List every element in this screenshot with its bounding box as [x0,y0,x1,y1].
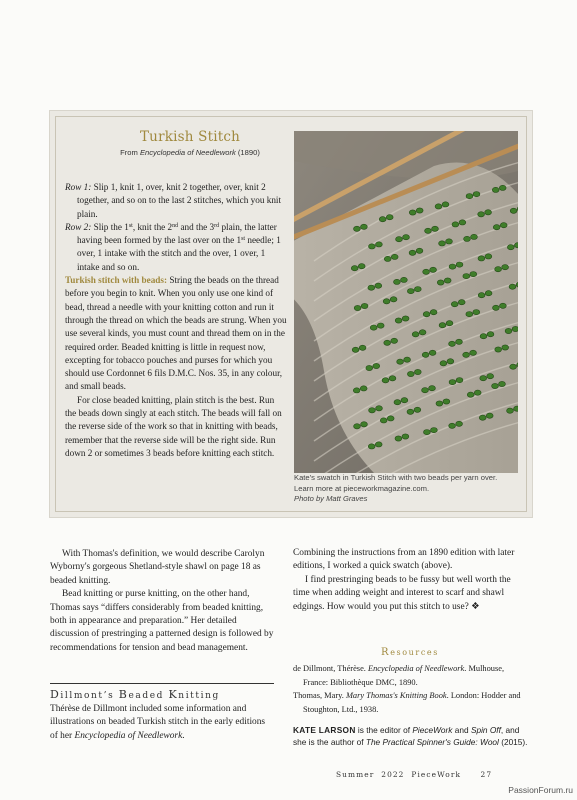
glass-bead [487,332,494,337]
glass-bead [425,228,432,233]
glass-bead [414,287,421,292]
glass-bead [478,293,485,298]
glass-bead [407,289,414,294]
glass-bead [368,444,375,449]
glass-bead [380,418,387,423]
glass-bead [422,352,429,357]
glass-bead [473,310,480,315]
glass-bead [474,390,481,395]
glass-bead [514,243,518,248]
page-number: 27 [480,770,493,779]
glass-bead [456,262,463,267]
glass-bead [470,272,477,277]
glass-bead [473,192,480,197]
glass-bead [375,283,382,288]
glass-bead [502,345,509,350]
sidebar-title: Turkish Stitch [139,129,241,145]
glass-bead [471,234,478,239]
footer-year: 2022 [381,770,405,779]
glass-bead [514,406,518,411]
glass-bead [495,267,502,272]
glass-bead [500,303,507,308]
box-heading: Dillmont’s Beaded Knitting [50,688,220,701]
glass-bead [499,185,506,190]
glass-bead [397,359,404,364]
glass-bead [369,244,376,249]
glass-bead [470,350,477,355]
glass-bead [422,388,429,393]
glass-bead [352,347,359,352]
glass-bead [401,398,408,403]
glass-bead [493,305,500,310]
glass-bead [446,321,453,326]
author-bio: KATE LARSON is the editor of PieceWork and Spin Off, and she is the author of The Practical Spinner's Guide: Wool (2015). [293,725,528,747]
glass-bead [463,274,470,279]
glass-bead [423,312,430,317]
glass-bead [402,434,409,439]
glass-bead [414,369,421,374]
glass-bead [404,357,411,362]
glass-bead [366,365,373,370]
glass-bead [403,235,410,240]
paragraph: Combining the instructions from an 1890 edition with later editions, I worked a quick swatch (above). [293,548,515,572]
glass-bead [382,378,389,383]
photo-caption: Kate's swatch in Turkish Stitch with two beads per yarn over. Learn more at pieceworkmagazine.com. Photo by Matt Graves [294,473,520,505]
glass-bead [354,424,361,429]
glass-bead [486,413,493,418]
glass-bead [358,264,365,269]
sidebar-panel [49,110,533,518]
sidebar-source: From Encyclopedia of Needlework (1890) [120,148,260,157]
glass-bead [456,421,463,426]
glass-bead [480,334,487,339]
glass-bead [386,215,393,220]
glass-bead [376,406,383,411]
glass-bead [478,256,485,261]
glass-bead [466,312,473,317]
glass-bead [429,350,436,355]
glass-bead [487,374,494,379]
beaded-swatch-illustration [294,131,518,473]
paragraph: I find prestringing beads to be fussy but well worth the time when adding weight and interest to scarf and shawl edgings. How would you put this stitch to use? ❖ [293,574,511,612]
glass-bead [464,236,471,241]
glass-bead [479,415,486,420]
end-mark-icon: ❖ [471,601,480,612]
glass-bead [431,428,438,433]
glass-bead [353,388,360,393]
glass-bead [389,376,396,381]
glass-bead [480,376,487,381]
glass-bead [505,328,512,333]
footer-season: Summer [336,770,375,779]
glass-bead [401,277,408,282]
glass-bead [416,248,423,253]
glass-bead [370,325,377,330]
glass-bead [390,297,397,302]
glass-bead [407,371,414,376]
glass-bead [409,210,416,215]
glass-bead [509,284,516,289]
beads-paragraph: Turkish stitch with beads: String the beads on the thread before you begin to knit. When you only use one kind of bead, thread a needle with your knitting cotton and run it through the thread on which the beads are strung. When you use several kinds, you must count and thread them on in the required order. Beaded knitting is little in request now, excepting for tobacco pouches and purses for which you should use Cordonnet 6 fils D.M.C. Nos. 35, in any colour, and small beads. [65,275,287,392]
glass-bead [361,303,368,308]
glass-bead [402,316,409,321]
glass-bead [429,386,436,391]
glass-bead [432,226,439,231]
glass-bead [467,392,474,397]
glass-bead [449,380,456,385]
glass-bead [440,361,447,366]
glass-bead [485,254,492,259]
glass-bead [507,408,514,413]
glass-bead [507,245,514,250]
paragraph: Bead knitting or purse knitting, on the other hand, Thomas says “differs considerably from beaded knitting, both in appearance and preparation.” Her detailed discussion of prestringing a patterned design is followed by recommendations for tension and bead management. [50,589,274,653]
glass-bead [516,282,518,287]
glass-bead [446,239,453,244]
glass-bead [499,381,506,386]
glass-bead [449,423,456,428]
glass-bead [359,345,366,350]
glass-bead [409,250,416,255]
glass-bead [492,187,499,192]
glass-bead [500,223,507,228]
glass-bead [387,416,394,421]
watermark: PassionForum.ru [508,785,573,795]
body-left-column [50,548,276,655]
glass-bead [443,399,450,404]
glass-bead [439,241,446,246]
glass-bead [510,208,517,213]
row-2-instruction: Row 2: Slip the 1st, knit the 2nd and the 3rd plain, the latter having been formed by the last over on the 1st needle; 1 over, 1 intake with the stitch and the over, 1 over, 1 intake and so on. [65,221,281,272]
glass-bead [394,279,401,284]
glass-bead [437,280,444,285]
glass-bead [510,364,517,369]
glass-bead [414,407,421,412]
glass-bead [407,409,414,414]
glass-bead [458,300,465,305]
glass-bead [442,202,449,207]
glass-bead [424,430,431,435]
glass-bead [444,278,451,283]
box-text: Thérèse de Dillmont included some information and illustrations on beaded Turkish stitch in the early editions of her Encyclopedia of Needlework. [50,704,266,741]
glass-bead [478,212,485,217]
glass-bead [361,422,368,427]
glass-bead [452,222,459,227]
photo-credit: Photo by Matt Graves [294,494,368,504]
glass-bead [354,226,361,231]
glass-bead [361,224,368,229]
resources-list [293,662,527,716]
glass-bead [384,340,391,345]
glass-bead [485,210,492,215]
glass-bead [430,310,437,315]
glass-bead [439,323,446,328]
glass-bead [391,338,398,343]
glass-bead [493,225,500,230]
glass-bead [435,204,442,209]
glass-bead [449,341,456,346]
glass-bead [383,299,390,304]
glass-bead [394,400,401,405]
glass-bead [396,237,403,242]
glass-bead [449,264,456,269]
glass-bead [459,220,466,225]
glass-bead [360,386,367,391]
page-footer [336,770,536,779]
glass-bead [379,217,386,222]
glass-bead [416,208,423,213]
glass-bead [395,318,402,323]
glass-bead [495,347,502,352]
glass-bead [430,267,437,272]
row-1-instruction: Row 1: Slip 1, knit 1, over, knit 2 together, over, knit 2 together, and so on to the last 2 stitches, which you knit plain. [65,182,282,219]
glass-bead [463,352,470,357]
footer-magazine: PieceWork [411,770,462,779]
paragraph: With Thomas's definition, we would describe Carolyn Wyborny's gorgeous Shetland-style shawl on page 18 as beaded knitting. [50,549,265,586]
glass-bead [384,256,391,261]
glass-bead [485,291,492,296]
glass-bead [423,269,430,274]
glass-bead [456,339,463,344]
sidebar-body [65,181,287,460]
glass-bead [492,383,499,388]
glass-bead [512,326,518,331]
glass-bead [412,332,419,337]
glass-bead [369,408,376,413]
glass-bead [376,242,383,247]
glass-bead [377,323,384,328]
divider [50,683,274,684]
swatch-photo [294,131,518,473]
glass-bead [466,194,473,199]
glass-bead [451,302,458,307]
glass-bead [368,285,375,290]
resources-heading: Resources [381,647,439,658]
glass-bead [419,330,426,335]
glass-bead [391,254,398,259]
glass-bead [375,442,382,447]
glass-bead [351,266,358,271]
glass-bead [354,305,361,310]
glass-bead [447,359,454,364]
glass-bead [436,401,443,406]
resource-item: Thomas, Mary. Mary Thomas's Knitting Book. London: Hodder and Stoughton, Ltd., 1938. [293,691,521,714]
glass-bead [502,265,509,270]
glass-bead [395,436,402,441]
close-beaded-paragraph: For close beaded knitting, plain stitch is the best. Run the beads down singly at each stitch. The beads will fall on the reverse side of the work so that in knitting with beads, remember that the reverse side will be the right side. Run down 2 or sometimes 3 beads before knitting each stitch. [65,394,282,458]
resource-item: de Dillmont, Thérèse. Encyclopedia of Needlework. Mulhouse, France: Bibliothèque DMC, 1890. [293,664,505,687]
glass-bead [456,378,463,383]
glass-bead [373,363,380,368]
body-right-column [293,547,527,614]
beaded-knitting-box [50,683,274,743]
